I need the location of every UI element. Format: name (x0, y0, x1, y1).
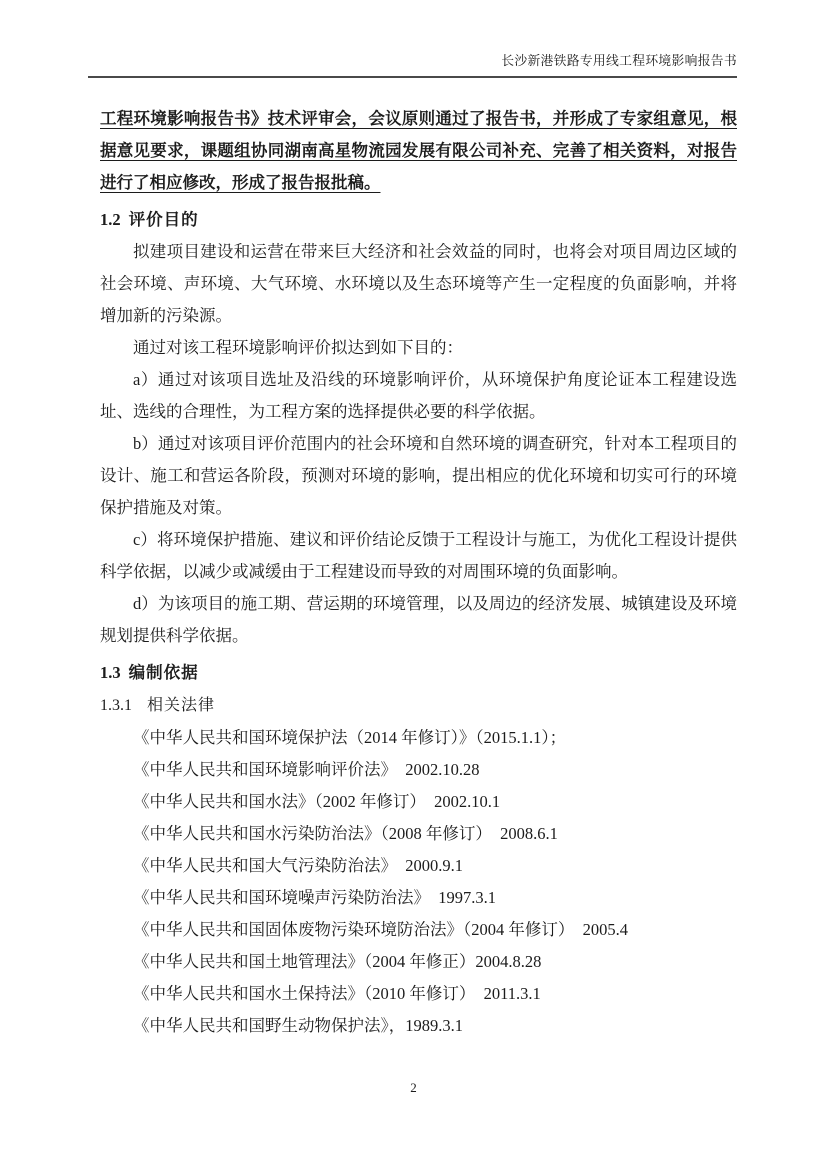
section-title-1-2: 评价目的 (128, 211, 199, 229)
paragraph-goals-lead-in: 通过对该工程环境影响评价拟达到如下目的： (133, 338, 463, 357)
header-rule (88, 76, 737, 78)
paragraph-goal-c: c）将环境保护措施、建议和评价结论反馈于工程设计与施工，为优化工程设计提供科学依据，以减少或减缓由于工程建设而导致的对周围环境的负面影响。 (100, 530, 737, 581)
paragraph-evaluation-purpose: 拟建项目建设和运营在带来巨大经济和社会效益的同时，也将会对项目周边区域的社会环境、声环境、大气环境、水环境以及生态环境等产生一定程度的负面影响，并将增加新的污染源。 (100, 242, 737, 325)
law-item: 《中华人民共和国水法》（2002 年修订） 2002.10.1 (133, 792, 501, 811)
law-item: 《中华人民共和国大气污染防治法》 2000.9.1 (133, 856, 463, 875)
law-item: 《中华人民共和国土地管理法》（2004 年修正）2004.8.28 (133, 952, 542, 971)
section-number-1-2: 1.2 (100, 210, 121, 229)
page-number: 2 (410, 1080, 417, 1095)
law-list (100, 722, 737, 1042)
law-item: 《中华人民共和国水土保持法》（2010 年修订） 2011.3.1 (133, 984, 541, 1003)
section-number-1-3: 1.3 (100, 663, 121, 682)
law-item: 《中华人民共和国环境影响评价法》 2002.10.28 (133, 760, 480, 779)
law-item: 《中华人民共和国野生动物保护法》，1989.3.1 (133, 1016, 463, 1035)
section-title-1-3: 编制依据 (128, 664, 199, 682)
paragraph-goal-b: b）通过对该项目评价范围内的社会环境和自然环境的调查研究，针对本工程项目的设计、施工和营运各阶段，预测对环境的影响，提出相应的优化环境和切实可行的环境保护措施及对策。 (100, 434, 737, 517)
page-content (100, 103, 737, 1042)
paragraph-goal-a: a）通过对该项目选址及沿线的环境影响评价，从环境保护角度论证本工程建设选址、选线的合理性，为工程方案的选择提供必要的科学依据。 (100, 370, 737, 421)
law-item: 《中华人民共和国环境保护法（2014 年修订）》（2015.1.1）； (133, 728, 567, 747)
law-item: 《中华人民共和国固体废物污染环境防治法》（2004 年修订） 2005.4 (133, 920, 628, 939)
subsection-number-1-3-1: 1.3.1 (100, 697, 132, 714)
section-heading-1-3 (100, 657, 737, 689)
paragraph-goal-d: d）为该项目的施工期、营运期的环境管理，以及周边的经济发展、城镇建设及环境规划提供科学依据。 (100, 594, 737, 645)
running-header-title: 长沙新港铁路专用线工程环境影响报告书 (501, 54, 737, 68)
subsection-heading-1-3-1 (100, 690, 737, 722)
carryover-paragraph: 工程环境影响报告书》技术评审会，会议原则通过了报告书，并形成了专家组意见，根据意见要求，课题组协同湖南高星物流园发展有限公司补充、完善了相关资料，对报告进行了相应修改，形成了报告报批稿。 (100, 109, 737, 192)
subsection-title-1-3-1: 相关法律 (147, 697, 216, 714)
law-item: 《中华人民共和国水污染防治法》（2008 年修订） 2008.6.1 (133, 824, 558, 843)
running-header (88, 50, 737, 78)
section-heading-1-2 (100, 204, 737, 236)
law-item: 《中华人民共和国环境噪声污染防治法》 1997.3.1 (133, 888, 496, 907)
page-footer (0, 1080, 827, 1096)
